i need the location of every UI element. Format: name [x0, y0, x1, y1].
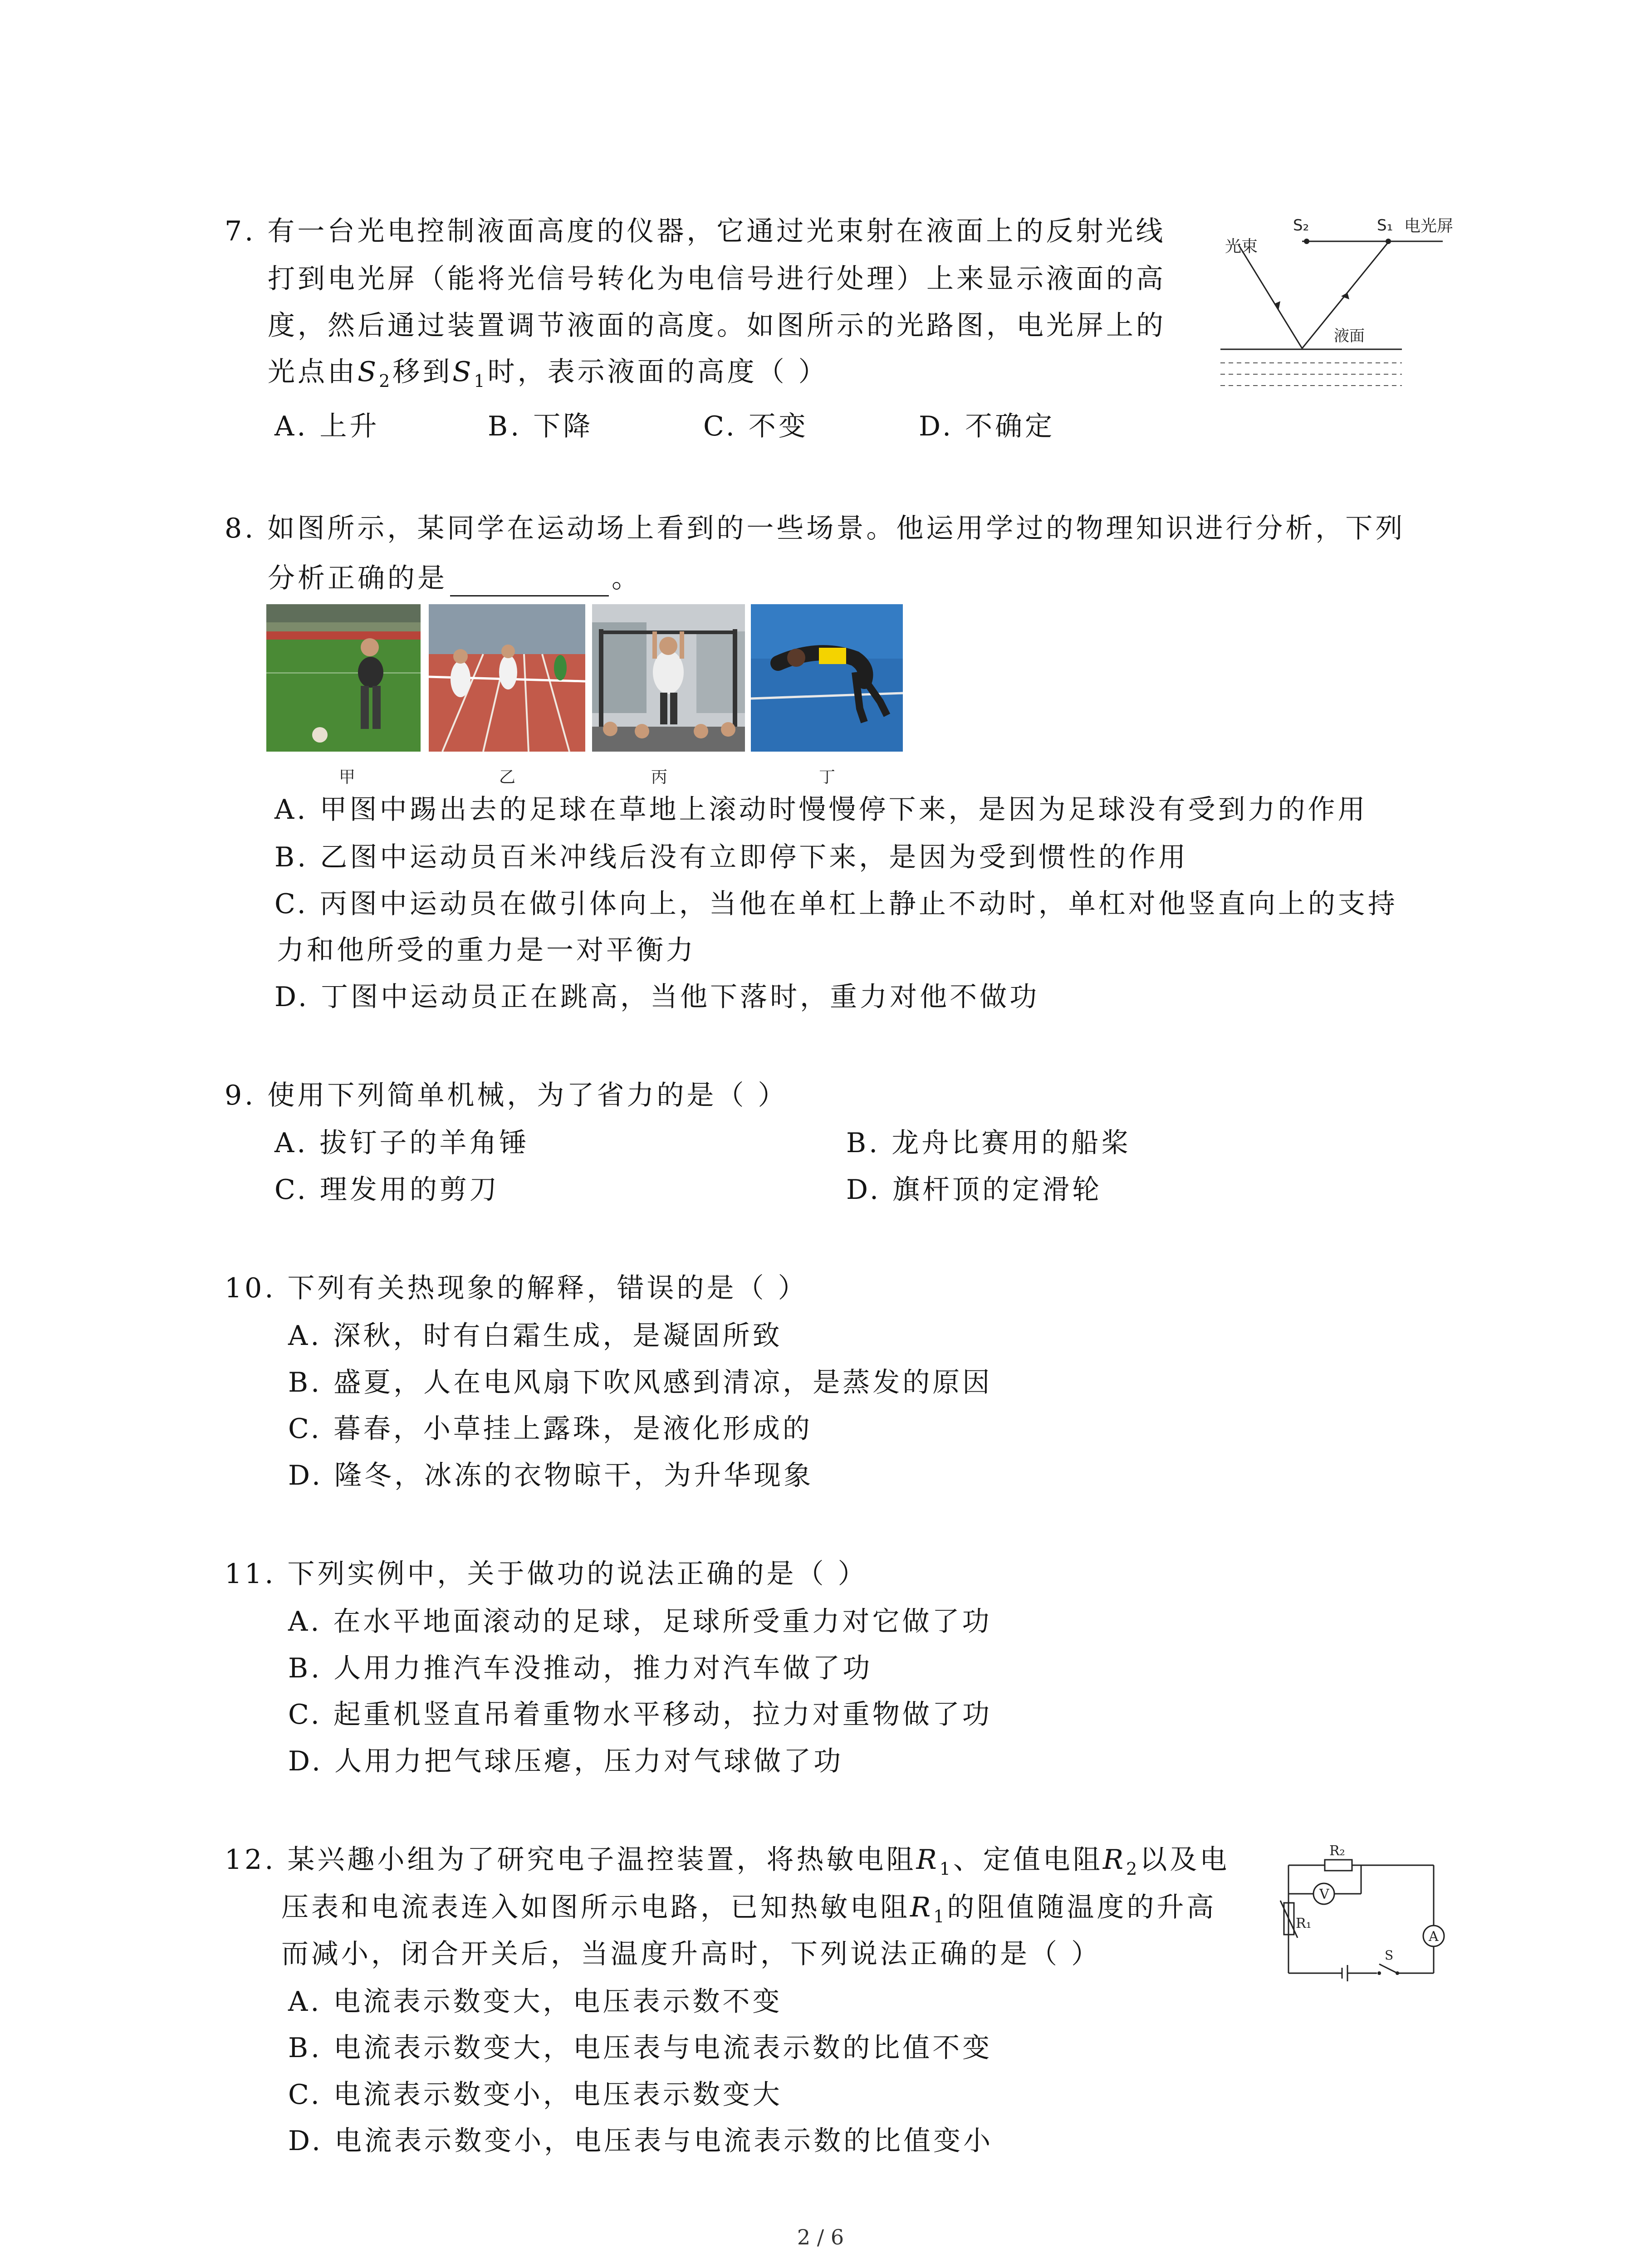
- q7-option-b: B. 下降: [488, 411, 593, 442]
- q12-circuit-figure: [1279, 1833, 1461, 1982]
- q8-caption-yi: 乙: [499, 768, 516, 787]
- q8-caption-ding: 丁: [819, 768, 836, 787]
- q12-switch-label: S: [1385, 1948, 1394, 1963]
- q12-r2-label: R₂: [1329, 1843, 1345, 1859]
- q7-line-3: 度，然后通过装置调节液面的高度。如图所示的光路图，电光屏上的: [268, 310, 1166, 342]
- q12-option-d: D. 电流表示数变小，电压表与电流表示数的比值变小: [288, 2125, 994, 2157]
- q7-s1-label: S₁: [1377, 216, 1393, 235]
- q11-stem: 11. 下列实例中，关于做功的说法正确的是（ ）: [225, 1558, 868, 1590]
- q11-option-b: B. 人用力推汽车没推动，推力对汽车做了功: [288, 1652, 873, 1684]
- q8-answer-blank: [450, 569, 609, 596]
- q7-screen-label: 电光屏: [1404, 217, 1454, 235]
- q8-photo-jia: [266, 604, 421, 752]
- q8-photo-bing: [592, 604, 745, 752]
- q8-caption-bing: 丙: [651, 768, 668, 787]
- q12-voltmeter-label: V: [1319, 1887, 1329, 1902]
- q9-stem: 9. 使用下列简单机械，为了省力的是（ ）: [225, 1080, 788, 1111]
- q10-stem: 10. 下列有关热现象的解释，错误的是（ ）: [225, 1272, 808, 1304]
- q9-option-a: A. 拔钉子的羊角锤: [274, 1127, 529, 1159]
- q8-option-c-cont: 力和他所受的重力是一对平衡力: [277, 934, 696, 966]
- q8-photo-yi: [429, 604, 585, 752]
- q12-line-2: 压表和电流表连入如图所示电路，已知热敏电阻$R_1$的阻值随温度的升高: [281, 1892, 1217, 1926]
- q8-option-c: C. 丙图中运动员在做引体向上，当他在单杠上静止不动时，单杠对他竖直向上的支持: [274, 888, 1398, 920]
- q8-option-a: A. 甲图中踢出去的足球在草地上滚动时慢慢停下来，是因为足球没有受到力的作用: [274, 794, 1368, 826]
- q7-line-2: 打到电光屏（能将光信号转化为电信号进行处理）上来显示液面的高: [268, 263, 1166, 295]
- q8-photo-ding: [751, 604, 903, 752]
- q8-line-1: 8. 如图所示，某同学在运动场上看到的一些场景。他运用学过的物理知识进行分析，下列: [225, 513, 1406, 544]
- q11-option-c: C. 起重机竖直吊着重物水平移动，拉力对重物做了功: [288, 1699, 992, 1730]
- q8-option-d: D. 丁图中运动员正在跳高，当他下落时，重力对他不做功: [274, 981, 1040, 1013]
- q8-option-b: B. 乙图中运动员百米冲线后没有立即停下来，是因为受到惯性的作用: [274, 841, 1189, 873]
- q10-option-d: D. 隆冬，冰冻的衣物晾干，为升华现象: [288, 1460, 814, 1491]
- q12-line-1: 12. 某兴趣小组为了研究电子温控装置，将热敏电阻$R_1$、定值电阻$R_2$以及电: [225, 1844, 1230, 1879]
- q9-option-c: C. 理发用的剪刀: [274, 1174, 500, 1206]
- q10-option-c: C. 暮春，小草挂上露珠，是液化形成的: [288, 1413, 813, 1445]
- q7-line-1: 7. 有一台光电控制液面高度的仪器，它通过光束射在液面上的反射光线: [225, 215, 1166, 247]
- q7-option-a: A. 上升: [274, 411, 380, 442]
- q7-s2-label: S₂: [1293, 216, 1309, 235]
- q8-caption-jia: 甲: [339, 768, 356, 787]
- q10-option-b: B. 盛夏，人在电风扇下吹风感到清凉，是蒸发的原因: [288, 1367, 993, 1398]
- q12-ammeter-label: A: [1429, 1929, 1439, 1945]
- q9-option-b: B. 龙舟比赛用的船桨: [846, 1127, 1132, 1159]
- q12-option-a: A. 电流表示数变大，电压表示数不变: [288, 1986, 783, 2018]
- q12-line-3: 而减小，闭合开关后，当温度升高时，下列说法正确的是（ ）: [281, 1938, 1102, 1970]
- q11-option-a: A. 在水平地面滚动的足球，足球所受重力对它做了功: [288, 1606, 992, 1637]
- q7-option-d: D. 不确定: [919, 411, 1055, 442]
- q7-liquid-label: 液面: [1334, 327, 1365, 345]
- q8-line-2: 分析正确的是 。: [268, 560, 642, 596]
- q10-option-a: A. 深秋，时有白霜生成，是凝固所致: [288, 1320, 783, 1352]
- q12-option-b: B. 电流表示数变大，电压表与电流表示数的比值不变: [288, 2032, 993, 2064]
- q7-beam-label: 光束: [1225, 237, 1258, 256]
- q12-r1-label: R₁: [1296, 1916, 1312, 1931]
- q11-option-d: D. 人用力把气球压瘪，压力对气球做了功: [288, 1745, 844, 1777]
- q9-option-d: D. 旗杆顶的定滑轮: [846, 1174, 1102, 1206]
- page-number: 2 / 6: [797, 2225, 844, 2249]
- q7-option-c: C. 不变: [703, 411, 808, 442]
- q7-line-4: 光点由$S_2$移到$S_1$时，表示液面的高度（ ）: [268, 356, 828, 391]
- q12-option-c: C. 电流表示数变小，电压表示数变大: [288, 2079, 783, 2111]
- q7-light-path-figure: [1216, 213, 1470, 404]
